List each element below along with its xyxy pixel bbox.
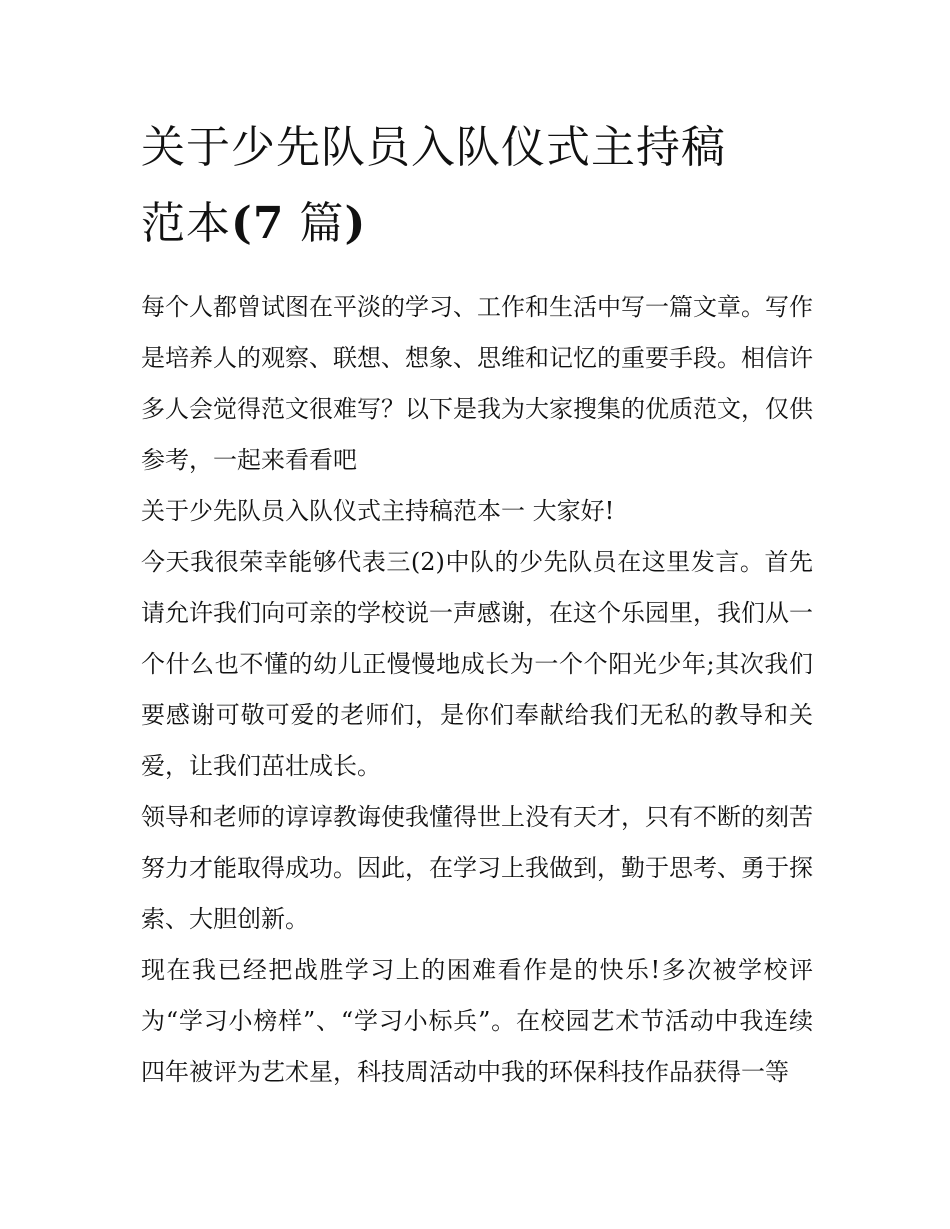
paragraph-teachers-guidance: 领导和老师的谆谆教诲使我懂得世上没有天才，只有不断的刻苦努力才能取得成功。因此，在学习上我做到，勤于思考、勇于探索、大胆创新。	[141, 803, 813, 933]
title-line-2-cjk-b: 篇	[284, 198, 345, 249]
title-line-2-latin-b: )	[344, 198, 367, 249]
paragraph-achievements: 现在我已经把战胜学习上的困难看作是的快乐!多次被学校评为“学习小榜样”、“学习小标兵”。在校园艺术节活动中我连续四年被评为艺术星，科技周活动中我的环保科技作品获得一等	[141, 956, 813, 1086]
title-line-2	[141, 186, 813, 262]
title-line-1: 关于少先队员入队仪式主持稿	[141, 122, 726, 173]
document-title	[141, 110, 813, 262]
title-line-2-latin: (7	[231, 198, 285, 249]
paragraph-heading-sample-1: 关于少先队员入队仪式主持稿范本一 大家好!	[141, 497, 615, 525]
title-line-2-cjk-a: 范本	[141, 198, 231, 249]
paragraph-speech-opening: 今天我很荣幸能够代表三(2)中队的少先队员在这里发言。首先请允许我们向可亲的学校说一声感谢，在这个乐园里，我们从一个什么也不懂的幼儿正慢慢地成长为一个个阳光少年;其次我们要感谢可敬可爱的老师们，是你们奉献给我们无私的教导和关爱，让我们茁壮成长。	[141, 548, 813, 780]
document-content	[141, 110, 813, 1098]
document-body	[141, 282, 813, 1098]
paragraph-intro: 每个人都曾试图在平淡的学习、工作和生活中写一篇文章。写作是培养人的观察、联想、想象、思维和记忆的重要手段。相信许多人会觉得范文很难写？以下是我为大家搜集的优质范文，仅供参考，一起来看看吧	[141, 293, 813, 474]
